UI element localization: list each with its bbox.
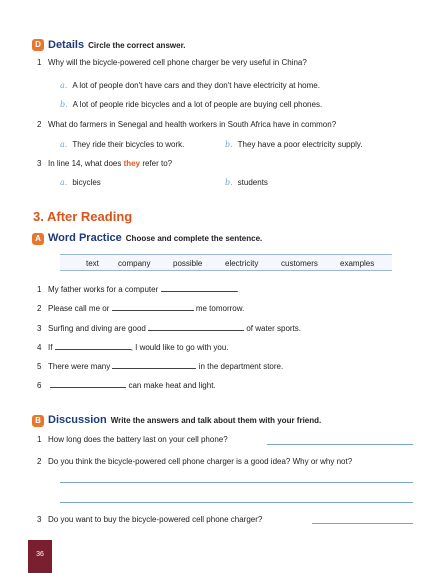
details-q2-option-a[interactable]: a. They ride their bicycles to work.: [60, 140, 185, 149]
word-practice-instruction: Choose and complete the sentence.: [125, 234, 263, 243]
section-badge-d: D: [32, 39, 44, 51]
word-bank-item: text: [86, 259, 99, 268]
details-q1-option-a[interactable]: a. A lot of people don't have cars and they don't have electricity at home.: [60, 81, 320, 90]
details-instruction: Circle the correct answer.: [88, 41, 186, 50]
discussion-question-2: 2 Do you think the bicycle-powered cell phone charger is a good idea? Why or why not?: [37, 457, 353, 466]
answer-blank[interactable]: [161, 284, 237, 292]
word-bank-item: possible: [173, 259, 203, 268]
word-practice-sentence-3: 3 Surfing and diving are good of water sports.: [37, 324, 302, 333]
answer-blank[interactable]: [112, 361, 196, 369]
word-bank-item: customers: [281, 259, 318, 268]
answer-blank[interactable]: [55, 342, 131, 350]
answer-line[interactable]: [60, 482, 413, 483]
after-reading-title: 3. After Reading: [33, 209, 133, 224]
answer-blank[interactable]: [50, 380, 126, 388]
details-question-2: 2 What do farmers in Senegal and health workers in South Africa have in common?: [37, 120, 337, 129]
answer-blank[interactable]: [112, 303, 194, 311]
discussion-title: [48, 414, 321, 426]
answer-line[interactable]: [267, 444, 413, 445]
word-bank-item: company: [118, 259, 151, 268]
details-q3-option-b[interactable]: b. students: [225, 178, 268, 187]
section-badge-a: A: [32, 233, 44, 245]
section-badge-b: B: [32, 415, 44, 427]
word-bank: [60, 254, 392, 271]
word-practice-heading: Word Practice: [48, 232, 122, 244]
details-q1-option-b[interactable]: b. A lot of people ride bicycles and a lot of people are buying cell phones.: [60, 100, 323, 109]
word-bank-item: electricity: [225, 259, 259, 268]
word-practice-title: [48, 232, 262, 244]
word-bank-item: examples: [340, 259, 375, 268]
discussion-question-1: 1 How long does the battery last on your cell phone?: [37, 435, 228, 444]
details-heading: Details: [48, 39, 85, 51]
discussion-question-3: 3 Do you want to buy the bicycle-powered cell phone charger?: [37, 515, 263, 524]
discussion-heading: Discussion: [48, 414, 107, 426]
details-question-3: 3 In line 14, what does they refer to?: [37, 159, 173, 168]
page-number: 36: [28, 540, 52, 573]
discussion-instruction: Write the answers and talk about them with your friend.: [110, 416, 322, 425]
word-practice-sentence-6: 6 can make heat and light.: [37, 381, 216, 390]
details-q2-option-b[interactable]: b. They have a poor electricity supply.: [225, 140, 363, 149]
details-q3-option-a[interactable]: a. bicycles: [60, 178, 101, 187]
word-practice-sentence-5: 5 There were many in the department store.: [37, 362, 284, 371]
word-practice-sentence-1: 1 My father works for a computer .: [37, 285, 239, 294]
answer-line[interactable]: [312, 523, 413, 524]
answer-line[interactable]: [60, 502, 413, 503]
details-title: [48, 39, 185, 51]
word-practice-sentence-4: 4 If , I would like to go with you.: [37, 343, 229, 352]
details-question-1: 1 Why will the bicycle-powered cell phone charger be very useful in China?: [37, 58, 307, 67]
answer-blank[interactable]: [148, 323, 244, 331]
word-practice-sentence-2: 2 Please call me or me tomorrow.: [37, 304, 245, 313]
